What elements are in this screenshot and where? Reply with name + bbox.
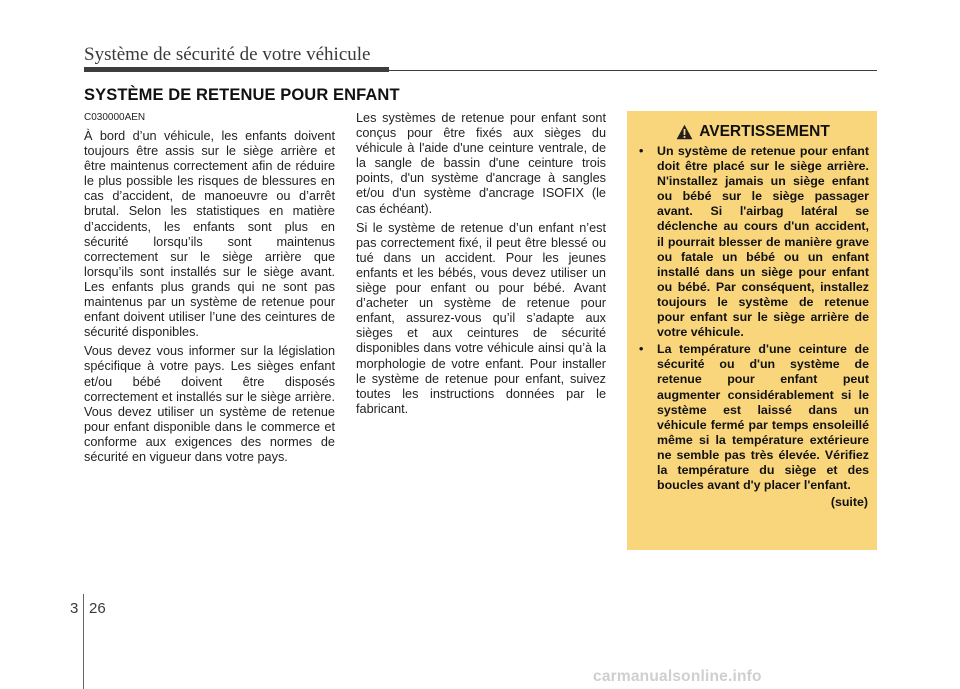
paragraph: Si le système de retenue d’un enfant n’est pas correctement fixé, il peut être blessé ou tué dans un accident. Pour les jeunes enfants et les bébés, vous devez utiliser un siège pour enfant ou pour bébé. Avant d’acheter un système de retenue pour enfant, assurez-vous qu’il s’adapte aux sièges et aux ceintures de sécurité disponibles dans votre véhicule ainsi qu’à la morphologie de votre enfant. Pour installer le système de retenue pour enfant, suivez toutes les instructions données par le fabricant. [356,220,606,416]
chapter-number: 3 [70,600,79,617]
bullet: • [639,144,644,158]
warning-item-text: La température d'une ceinture de sécurité ou d'un système de retenue pour enfant peut augmenter considérablement si le système est laissé dans un véhicule fermé par temps ensoleillé même si la température extérieure ne semble pas très élevée. Vérifiez la température du siège et des boucles avant d'y placer l'enfant. [657,342,869,493]
bullet: • [639,342,644,357]
header-rule-thin [389,70,877,71]
warning-title: AVERTISSEMENT [699,123,830,140]
warning-item-text: Un système de retenue pour enfant doit être placé sur le siège arrière. N'installez jamais un siège enfant ou bébé sur le siège passager avant. Si l'airbag latéral se déclenche au cours d'un accident, il pourrait blesser de manière grave ou fatale un bébé ou un enfant installé dans un siège pour enfant ou bébé. Par conséquent, installez toujours le système de retenue pour enfant sur le siège arrière de votre véhicule. [657,144,869,340]
header-rule-thick [84,67,389,72]
page-header-title: Système de sécurité de votre véhicule [84,44,371,65]
warning-box [627,111,877,550]
warning-triangle-icon [676,124,693,140]
page-separator [83,594,84,689]
warning-header [637,123,869,141]
warning-item [637,144,869,340]
paragraph: Vous devez vous informer sur la législation spécifique à votre pays. Les sièges enfant et/ou bébé doivent être disposés correctement et installés sur le siège arrière. Vous devez utiliser un système de retenue pour enfant disponible dans le commerce et conforme aux exigences des normes de sécurité en vigueur dans votre pays. [84,344,335,464]
paragraph: À bord d’un véhicule, les enfants doivent toujours être assis sur le siège arrière et être maintenus correctement afin de réduire le plus possible les risques de blessures en cas d’accident, de manoeuvre ou d’arrêt brutal. Selon les statistiques en matière d’accidents, les enfants sont plus en sécurité lorsqu’ils sont maintenus correctement sur le siège arrière que lorsqu’ils sont installés sur le siège avant. Les enfants plus grands qui ne sont pas maintenus par un système de retenue pour enfant doivent utiliser l’une des ceintures de sécurité disponibles. [84,129,335,340]
document-code: C030000AEN [84,112,146,123]
watermark: carmanualsonline.info [593,668,762,685]
warning-item [637,342,869,493]
continued-label: (suite) [830,495,868,510]
section-title: SYSTÈME DE RETENUE POUR ENFANT [84,86,400,104]
text-column-left [84,111,335,469]
warning-list [637,144,869,493]
page-number: 26 [89,600,106,617]
paragraph: Les systèmes de retenue pour enfant sont conçus pour être fixés aux sièges du véhicule à l'aide d'une ceinture ventrale, de la sangle de bassin d'une ceinture trois points, d'un système d'ancrage à sangles et/ou d'un système d'ancrage ISOFIX (le cas échéant). [356,111,606,216]
text-column-middle [356,111,606,421]
